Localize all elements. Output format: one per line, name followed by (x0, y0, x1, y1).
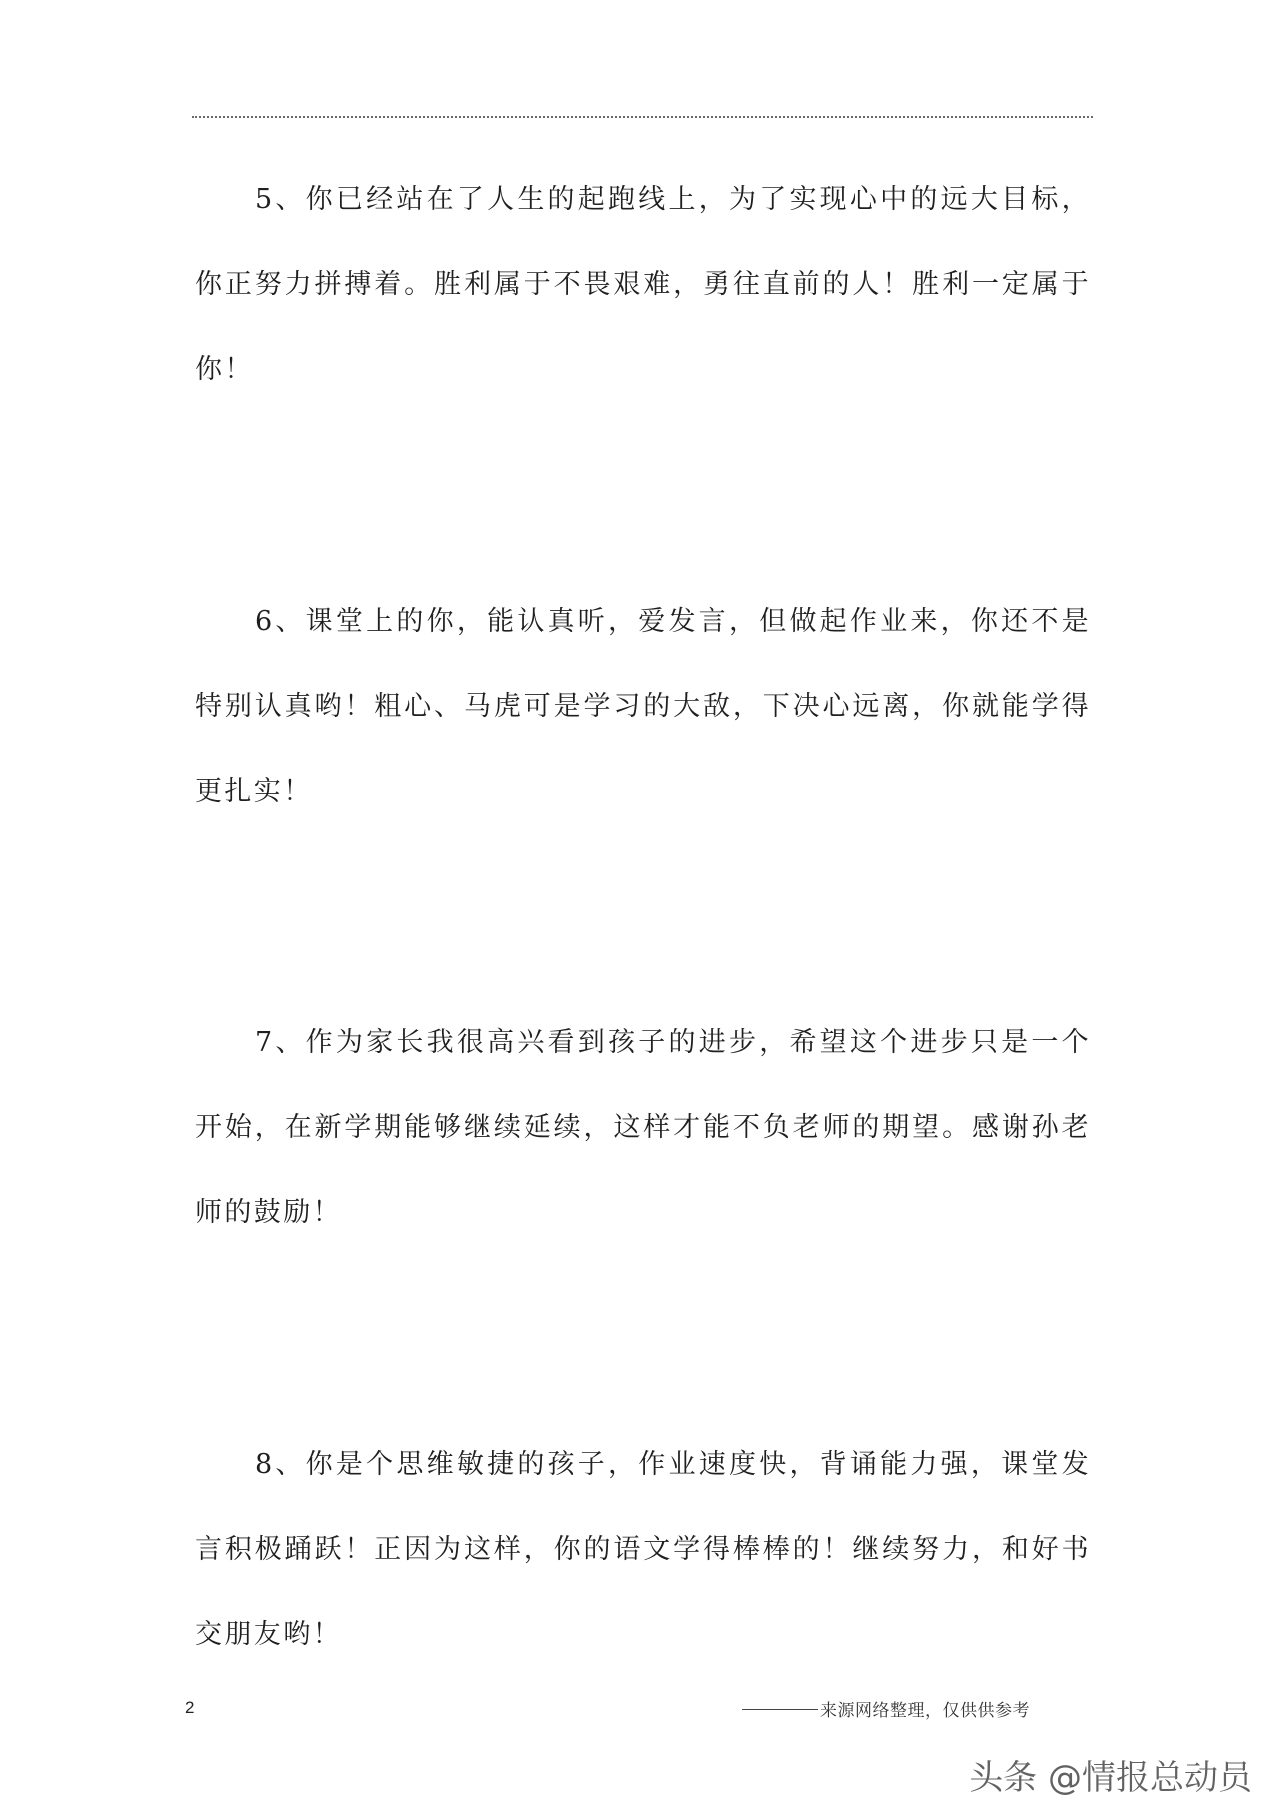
footer-source-note: 来源网络整理，仅供供参考 (820, 1701, 1030, 1721)
paragraph-6: 6、课堂上的你，能认真听，爱发言，但做起作业来，你还不是特别认真哟！粗心、马虎可是学习的大敌，下决心远离，你就能学得更扎实！ (195, 606, 1091, 807)
paragraph-8: 8、你是个思维敏捷的孩子，作业速度快，背诵能力强，课堂发言积极踊跃！正因为这样，你的语文学得棒棒的！继续努力，和好书交朋友哟！ (195, 1449, 1091, 1650)
paragraph-7: 7、作为家长我很高兴看到孩子的进步，希望这个进步只是一个开始，在新学期能够继续延续，这样才能不负老师的期望。感谢孙老师的鼓励！ (195, 1027, 1091, 1228)
watermark-logo: 头条 @情报总动员 (969, 1758, 1252, 1798)
paragraph-5: 5、你已经站在了人生的起跑线上，为了实现心中的远大目标，你正努力拼搏着。胜利属于不畏艰难，勇往直前的人！胜利一定属于你！ (195, 184, 1091, 385)
footer-dash-line (742, 1709, 818, 1710)
page-number: 2 (185, 1698, 195, 1717)
header-dotted-rule (192, 116, 1093, 118)
